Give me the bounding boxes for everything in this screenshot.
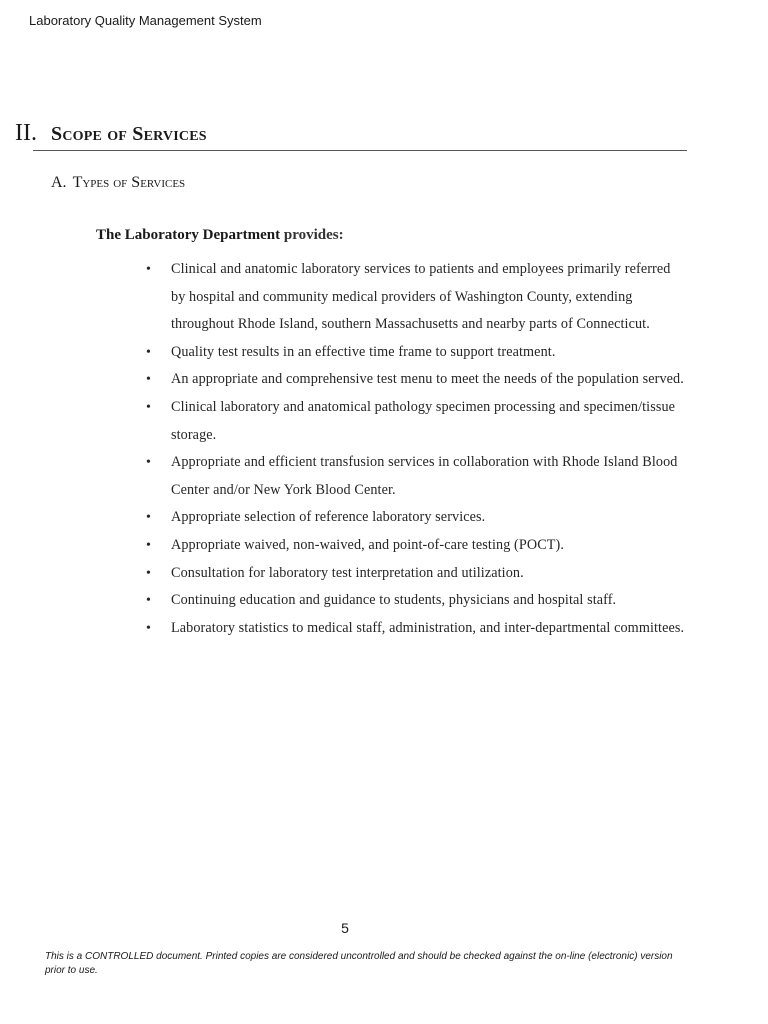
list-item-text: Consultation for laboratory test interpretation and utilization. <box>171 564 524 581</box>
bullet-icon: • <box>146 455 152 471</box>
list-item <box>146 256 686 339</box>
list-item <box>146 532 686 560</box>
bullet-icon: • <box>146 537 152 553</box>
bullet-icon: • <box>146 565 152 581</box>
intro-line <box>96 227 344 244</box>
subsection-letter: A. <box>51 174 67 191</box>
list-item <box>146 615 686 643</box>
section-title: Scope of Services <box>51 123 207 145</box>
list-item-text: Appropriate and efficient transfusion services in collaboration with Rhode Island Blood Center and/or New York Blood Center. <box>171 454 678 498</box>
list-item <box>146 366 686 394</box>
subsection-heading <box>51 174 185 192</box>
running-header: Laboratory Quality Management System <box>29 13 262 28</box>
bullet-icon: • <box>146 262 152 277</box>
section-number: II. <box>15 120 37 146</box>
list-item <box>146 560 686 588</box>
bullet-icon: • <box>146 620 152 636</box>
intro-subject: The Laboratory Department <box>96 227 281 243</box>
bullet-icon: • <box>146 510 152 526</box>
list-item <box>146 449 686 504</box>
list-item-text: Clinical laboratory and anatomical pathology specimen processing and specimen/tissue storage. <box>171 398 676 443</box>
list-item-text: Clinical and anatomic laboratory services to patients and employees primarily referred by hospital and community medical providers of Washington County, extending throughout Rhode Island, southern Massachusetts and nearby parts of Connecticut. <box>171 261 671 333</box>
list-item-text: An appropriate and comprehensive test menu to meet the needs of the population served. <box>171 371 684 388</box>
section-heading <box>15 120 687 147</box>
list-item <box>146 394 686 449</box>
list-item <box>146 339 686 367</box>
controlled-document-note: This is a CONTROLLED document. Printed copies are considered uncontrolled and should be checked against the on-line (electronic) version prior to use. <box>45 951 673 976</box>
list-item-text: Appropriate waived, non-waived, and point-of-care testing (POCT). <box>171 536 564 553</box>
bullet-icon: • <box>146 372 152 388</box>
list-item-text: Appropriate selection of reference laboratory services. <box>171 509 486 526</box>
list-item-text: Quality test results in an effective time frame to support treatment. <box>171 343 556 360</box>
bullet-icon: • <box>146 593 152 609</box>
services-list <box>146 256 686 642</box>
page-number: 5 <box>341 920 349 936</box>
intro-verb: provides: <box>280 227 344 243</box>
subsection-title: Types of Services <box>72 174 186 191</box>
section-divider <box>33 150 687 151</box>
list-item-text: Laboratory statistics to medical staff, administration, and inter-departmental committees. <box>171 619 685 636</box>
bullet-icon: • <box>146 344 152 360</box>
list-item <box>146 504 686 532</box>
list-item <box>146 587 686 615</box>
bullet-icon: • <box>146 399 152 415</box>
list-item-text: Continuing education and guidance to students, physicians and hospital staff. <box>171 592 617 609</box>
